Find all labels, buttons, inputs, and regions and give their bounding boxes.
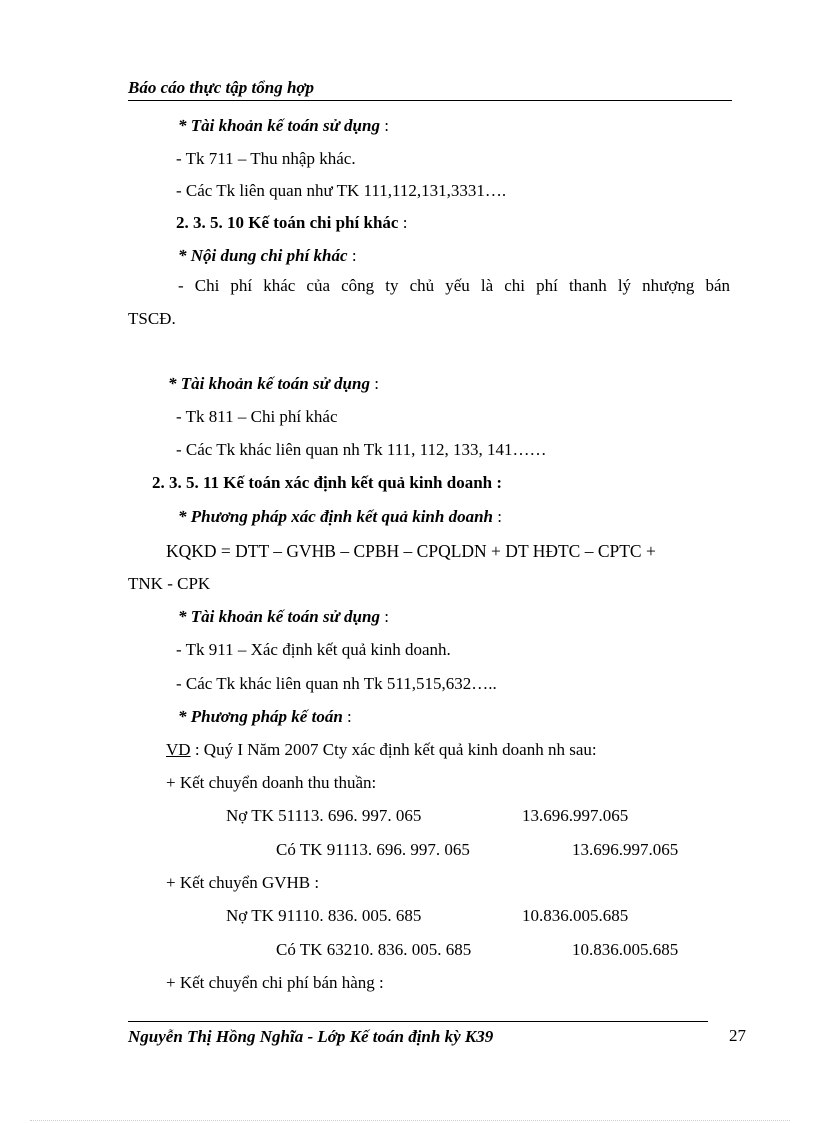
account-used-line-1: * Tài khoản kế toán sử dụng : — [178, 116, 389, 135]
other-cost-paragraph-end: TSCĐ. — [128, 309, 176, 328]
related-accounts-line-2: - Các Tk khác liên quan nh Tk 111, 112, 133, 141…… — [176, 440, 547, 459]
header-title: Báo cáo thực tập tổng hợp — [128, 78, 315, 97]
tk911-line: - Tk 911 – Xác định kết quả kinh doanh. — [176, 640, 451, 659]
transfer-cogs-line: + Kết chuyển GVHB : — [166, 873, 320, 892]
section-heading-2-3-5-10: 2. 3. 5. 10 Kế toán chi phí khác : — [176, 213, 408, 232]
account-used-line-2: * Tài khoản kế toán sử dụng : — [168, 374, 379, 393]
example-line: VD : Quý I Năm 2007 Cty xác định kết quả kinh doanh nh sau: — [166, 740, 597, 759]
page-header — [128, 76, 732, 101]
formula-line-2: TNK - CPK — [128, 574, 211, 593]
formula-line-1: KQKD = DTT – GVHB – CPBH – CPQLDN + DT HĐTC – CPTC + — [166, 541, 656, 561]
section-heading-2-3-5-11: 2. 3. 5. 11 Kế toán xác định kết quả kinh doanh : — [152, 473, 503, 492]
entry-credit-632-amount: 10.836.005.685 — [572, 940, 679, 959]
transfer-revenue-line: + Kết chuyển doanh thu thuần: — [166, 773, 377, 792]
transfer-selling-cost-line: + Kết chuyển chi phí bán hàng : — [166, 973, 384, 992]
entry-debit-511-amount: 13.696.997.065 — [522, 806, 629, 825]
footer-rule — [128, 1021, 708, 1022]
page-edge-divider — [30, 1120, 790, 1121]
entry-debit-511: Nợ TK 51113. 696. 997. 065 — [226, 806, 422, 825]
other-cost-content-line: * Nội dung chi phí khác : — [178, 246, 357, 265]
account-used-line-3: * Tài khoản kế toán sử dụng : — [178, 607, 389, 626]
entry-credit-911: Có TK 91113. 696. 997. 065 — [276, 840, 470, 859]
related-accounts-line-1: - Các Tk liên quan như TK 111,112,131,3331…. — [176, 181, 507, 200]
entry-debit-911: Nợ TK 91110. 836. 005. 685 — [226, 906, 422, 925]
tk711-line: - Tk 711 – Thu nhập khác. — [176, 149, 356, 168]
other-cost-paragraph-line: - Chi phí khác của công ty chủ yếu là chi phí thanh lý nhượng bán — [178, 276, 730, 295]
entry-credit-632: Có TK 63210. 836. 005. 685 — [276, 940, 472, 959]
entry-debit-911-amount: 10.836.005.685 — [522, 906, 629, 925]
footer-author: Nguyễn Thị Hồng Nghĩa - Lớp Kế toán định kỳ K39 — [128, 1027, 494, 1046]
related-accounts-line-3: - Các Tk khác liên quan nh Tk 511,515,632….. — [176, 674, 497, 693]
page-number: 27 — [729, 1026, 746, 1045]
tk811-line: - Tk 811 – Chi phí khác — [176, 407, 338, 426]
entry-credit-911-amount: 13.696.997.065 — [572, 840, 679, 859]
method-line: * Phương pháp xác định kết quả kinh doanh : — [178, 507, 502, 526]
accounting-method-line: * Phương pháp kế toán : — [178, 707, 352, 726]
